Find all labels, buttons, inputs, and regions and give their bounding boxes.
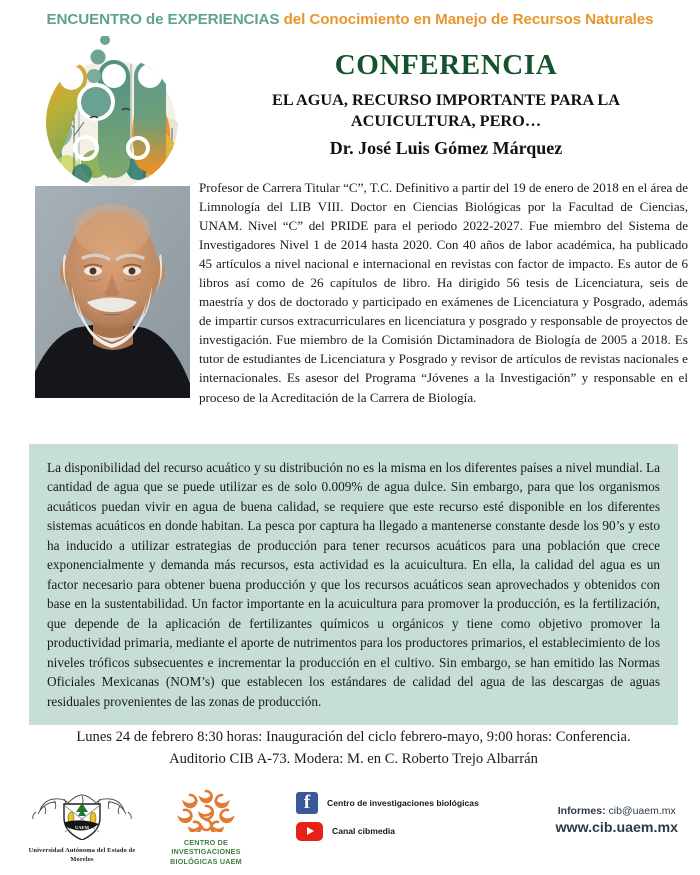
svg-text:UAEM: UAEM [74,825,90,830]
informes-line [556,804,678,819]
contact-info [556,804,678,839]
facebook-label: Centro de investigaciones biológicas [327,797,479,808]
abstract-forest-illustration [26,36,196,188]
youtube-link[interactable] [296,822,496,841]
speaker-name: Dr. José Luis Gómez Márquez [329,138,563,159]
schedule-line-venue: Auditorio CIB A-73. Modera: M. en C. Roberto Trejo Albarrán [169,750,538,767]
conference-subtitle: EL AGUA, RECURSO IMPORTANTE PARA LA ACUICULTURA, PERO… [271,90,620,130]
informes-email[interactable]: cib@uaem.mx [608,805,676,817]
uaem-crest-icon [24,788,140,840]
banner-text-primary: ENCUENTRO de EXPERIENCIAS [46,11,284,28]
conference-title-block [196,50,696,159]
speaker-portrait [35,186,190,398]
schedule-line-date: Lunes 24 de febrero 8:30 horas: Inauguración del ciclo febrero-mayo, 9:00 horas: Conferencia. [76,729,631,745]
event-banner [0,11,700,28]
cib-spiral-icon [174,786,238,832]
facebook-icon[interactable] [296,792,318,814]
page-title: CONFERENCIA [334,49,558,81]
cib-logo-caption: CENTRO DE INVESTIGACIONES BIOLÓGICAS UAEM [170,838,242,866]
conference-abstract: La disponibilidad del recurso acuático y su distribución no es la misma en los diferentes países a nivel mundial. La cantidad de agua que se puede utilizar es de solo 0.009% de agua dulce. Sin embargo, para que los organismos acuáticos puedan vivir en agua de buena calidad, se requiere que este recurso esté disponible en los diferentes sistemas acuáticos en donde habitan. La pesca por captura ha llegado a mantenerse constante desde los 90’s y esto ha inducido a utilizar estrategias de producción para tener recursos acuáticos para una población que crece exponencialmente y demanda más recursos, esta actividad es la acuicultura. En ella, la calidad del agua es un factor necesario para obtener buena producción y que los recursos acuáticos sean aprovechados y obtenidos con base en la sustentabilidad. Un factor importante en la acuicultura para promover la producción, es la fertilización, que depende de la aplicación de fertilizantes químicos u orgánicos y tiene como objetivo promover la productividad primaria, mediante el aporte de nutrimentos para los productores primarios, el establecimiento de los niveles tróficos subsecuentes e incrementar la producción en el cultivo. Sin embargo, se han emitido las Normas Oficiales Mexicanas (NOM’s) que establecen los estándares de calidad del agua de las descargas de aguas residuales provenientes de las zonas de producción. [29,444,678,725]
social-links [296,792,496,849]
website-url[interactable]: www.cib.uaem.mx [555,820,678,837]
banner-text-secondary: del Conocimiento en Manejo de Recursos Naturales [283,11,654,28]
cib-logo [156,786,256,866]
speaker-biography: Profesor de Carrera Titular “C”, T.C. Definitivo a partir del 19 de enero de 2018 en el área de Limnología del LIB VIII. Doctor en Ciencias Biológicas por la Facultad de Ciencias, UNAM. Nivel “C” del PRIDE para el periodo 2022-2027. Fue miembro del Sistema de Investigadores Nivel 1 de 2014 hasta 2020. Con 40 años de labor académica, ha publicado 45 artículos a nivel nacional e internacional en revistas con factor de impacto. Es autor de 6 libros así como de 26 capítulos de libro. Ha dirigido 56 tesis de Licenciatura, seis de maestría y dos de doctorado y participado en exámenes de Licenciatura y Posgrado, además de impartir cursos extracurriculares en licenciatura y posgrado y responsable de proyectos de investigación. Fue miembro de la Comisión Dictaminadora de Biología de 2005 a 2018. Es tutor de estudiantes de Licenciatura y Posgrado y revisor de artículos de revistas nacionales e internacionales. Es asesor del Programa “Jóvenes a la Investigación” y responsable en el proceso de la Acreditación de la Carrera de Biología. [199,180,688,405]
uaem-logo [24,788,140,864]
youtube-icon[interactable] [296,822,323,841]
footer [0,782,700,875]
informes-label: Informes: [557,805,606,817]
facebook-link[interactable] [296,792,496,814]
uaem-logo-caption: Universidad Autónoma del Estado de Morelos [28,847,136,863]
youtube-label: Canal cibmedia [332,826,396,837]
schedule-info [29,727,678,770]
